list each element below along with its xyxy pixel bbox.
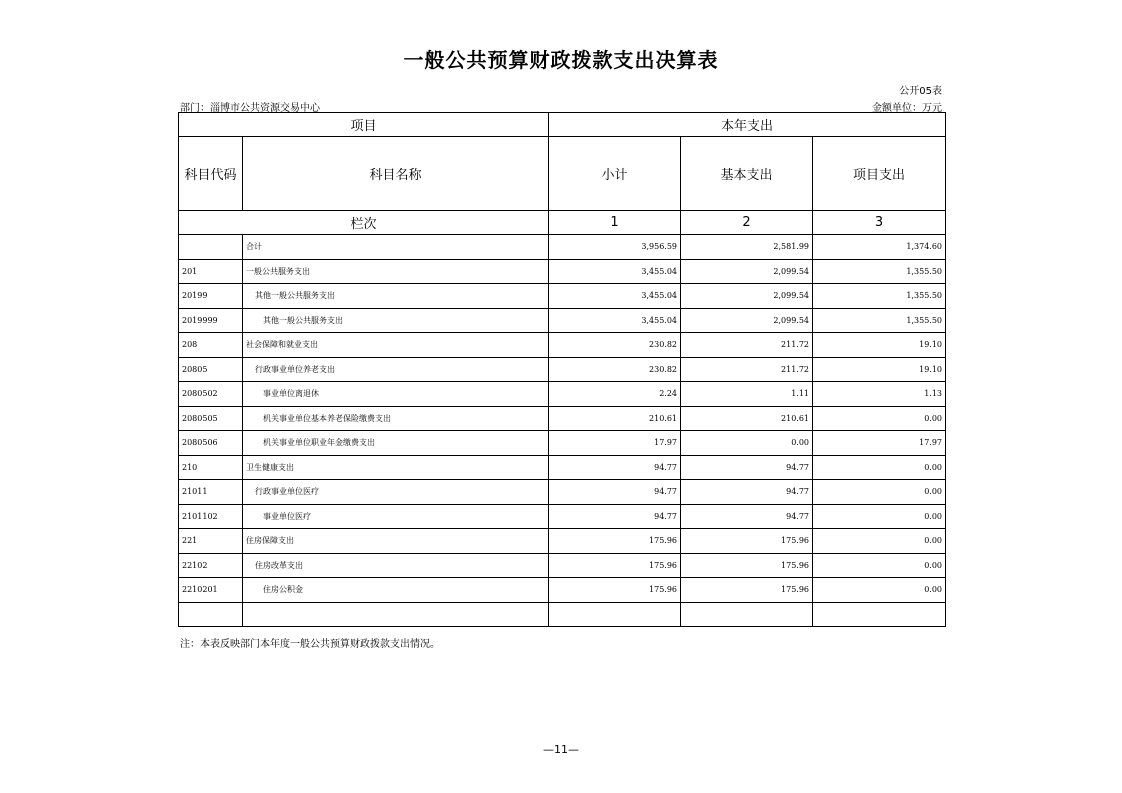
header-basic: 基本支出 [681, 137, 813, 211]
cell-project: 0.00 [813, 529, 946, 554]
header-column-label: 栏次 [179, 211, 549, 235]
cell-basic: 211.72 [681, 357, 813, 382]
table-row [179, 480, 946, 505]
cell-basic: 1.11 [681, 382, 813, 407]
cell-code: 2080506 [179, 431, 243, 456]
header-current-year: 本年支出 [549, 113, 946, 137]
table-row [179, 553, 946, 578]
form-code: 公开05表 [899, 86, 942, 97]
cell-name [243, 602, 549, 627]
cell-name: 合计 [243, 235, 549, 260]
table-row [179, 333, 946, 358]
cell-project: 0.00 [813, 504, 946, 529]
page-title: 一般公共预算财政拨款支出决算表 [403, 48, 719, 72]
cell-subtotal: 3,956.59 [549, 235, 681, 260]
cell-basic: 175.96 [681, 578, 813, 603]
table-row [179, 431, 946, 456]
cell-project: 19.10 [813, 357, 946, 382]
table-row [179, 357, 946, 382]
cell-code: 20199 [179, 284, 243, 309]
cell-subtotal: 175.96 [549, 529, 681, 554]
cell-name: 卫生健康支出 [243, 455, 549, 480]
cell-code [179, 235, 243, 260]
cell-project: 1,355.50 [813, 308, 946, 333]
cell-subtotal: 3,455.04 [549, 308, 681, 333]
cell-basic: 175.96 [681, 553, 813, 578]
header-row-3 [179, 211, 946, 235]
cell-subtotal: 17.97 [549, 431, 681, 456]
header-item: 项目 [179, 113, 549, 137]
table-row [179, 259, 946, 284]
header-name: 科目名称 [243, 137, 549, 211]
cell-basic: 2,099.54 [681, 308, 813, 333]
cell-name: 其他一般公共服务支出 [243, 284, 549, 309]
cell-project: 0.00 [813, 578, 946, 603]
cell-code: 221 [179, 529, 243, 554]
cell-project: 1,355.50 [813, 259, 946, 284]
cell-code: 2080505 [179, 406, 243, 431]
cell-basic: 2,581.99 [681, 235, 813, 260]
cell-subtotal: 2.24 [549, 382, 681, 407]
cell-basic [681, 602, 813, 627]
cell-code: 21011 [179, 480, 243, 505]
department-label: 部门：淄博市公共资源交易中心 [180, 103, 320, 114]
cell-project [813, 602, 946, 627]
cell-project: 1,374.60 [813, 235, 946, 260]
header-subtotal: 小计 [549, 137, 681, 211]
cell-subtotal: 210.61 [549, 406, 681, 431]
cell-basic: 94.77 [681, 455, 813, 480]
cell-basic: 94.77 [681, 480, 813, 505]
table-row [179, 284, 946, 309]
footnote: 注：本表反映部门本年度一般公共预算财政拨款支出情况。 [180, 639, 440, 650]
cell-name: 住房公积金 [243, 578, 549, 603]
header-row-1 [179, 113, 946, 137]
table-row [179, 602, 946, 627]
cell-basic: 175.96 [681, 529, 813, 554]
unit-label: 金额单位：万元 [872, 103, 942, 114]
table-row [179, 235, 946, 260]
cell-basic: 210.61 [681, 406, 813, 431]
cell-project: 0.00 [813, 480, 946, 505]
table-row [179, 504, 946, 529]
cell-project: 0.00 [813, 406, 946, 431]
header-code: 科目代码 [179, 137, 243, 211]
cell-name: 住房保障支出 [243, 529, 549, 554]
cell-code: 210 [179, 455, 243, 480]
cell-project: 1.13 [813, 382, 946, 407]
cell-basic: 2,099.54 [681, 284, 813, 309]
header-col2: 2 [681, 211, 813, 235]
cell-subtotal: 175.96 [549, 578, 681, 603]
table-row [179, 529, 946, 554]
cell-subtotal: 94.77 [549, 480, 681, 505]
expenditure-table [178, 112, 946, 627]
header-col3: 3 [813, 211, 946, 235]
cell-name: 住房改革支出 [243, 553, 549, 578]
cell-subtotal: 94.77 [549, 504, 681, 529]
cell-subtotal [549, 602, 681, 627]
cell-code: 2080502 [179, 382, 243, 407]
table-row [179, 578, 946, 603]
cell-subtotal: 230.82 [549, 333, 681, 358]
cell-code: 2210201 [179, 578, 243, 603]
header-project: 项目支出 [813, 137, 946, 211]
cell-name: 其他一般公共服务支出 [243, 308, 549, 333]
cell-code: 20805 [179, 357, 243, 382]
table-row [179, 406, 946, 431]
cell-name: 一般公共服务支出 [243, 259, 549, 284]
header-row-2 [179, 137, 946, 211]
cell-code [179, 602, 243, 627]
cell-code: 2101102 [179, 504, 243, 529]
table-row [179, 308, 946, 333]
page-number: —11— [543, 743, 579, 756]
cell-subtotal: 3,455.04 [549, 259, 681, 284]
cell-project: 0.00 [813, 553, 946, 578]
cell-subtotal: 3,455.04 [549, 284, 681, 309]
cell-code: 208 [179, 333, 243, 358]
cell-code: 2019999 [179, 308, 243, 333]
cell-project: 17.97 [813, 431, 946, 456]
cell-project: 0.00 [813, 455, 946, 480]
cell-basic: 2,099.54 [681, 259, 813, 284]
cell-basic: 211.72 [681, 333, 813, 358]
cell-name: 社会保障和就业支出 [243, 333, 549, 358]
table-body [179, 235, 946, 627]
cell-basic: 94.77 [681, 504, 813, 529]
cell-name: 机关事业单位职业年金缴费支出 [243, 431, 549, 456]
cell-name: 行政事业单位养老支出 [243, 357, 549, 382]
cell-name: 事业单位医疗 [243, 504, 549, 529]
cell-name: 机关事业单位基本养老保险缴费支出 [243, 406, 549, 431]
cell-name: 事业单位离退休 [243, 382, 549, 407]
cell-project: 1,355.50 [813, 284, 946, 309]
cell-basic: 0.00 [681, 431, 813, 456]
cell-subtotal: 175.96 [549, 553, 681, 578]
cell-code: 22102 [179, 553, 243, 578]
table-row [179, 455, 946, 480]
cell-project: 19.10 [813, 333, 946, 358]
header-col1: 1 [549, 211, 681, 235]
cell-subtotal: 230.82 [549, 357, 681, 382]
cell-subtotal: 94.77 [549, 455, 681, 480]
cell-name: 行政事业单位医疗 [243, 480, 549, 505]
cell-code: 201 [179, 259, 243, 284]
table-row [179, 382, 946, 407]
